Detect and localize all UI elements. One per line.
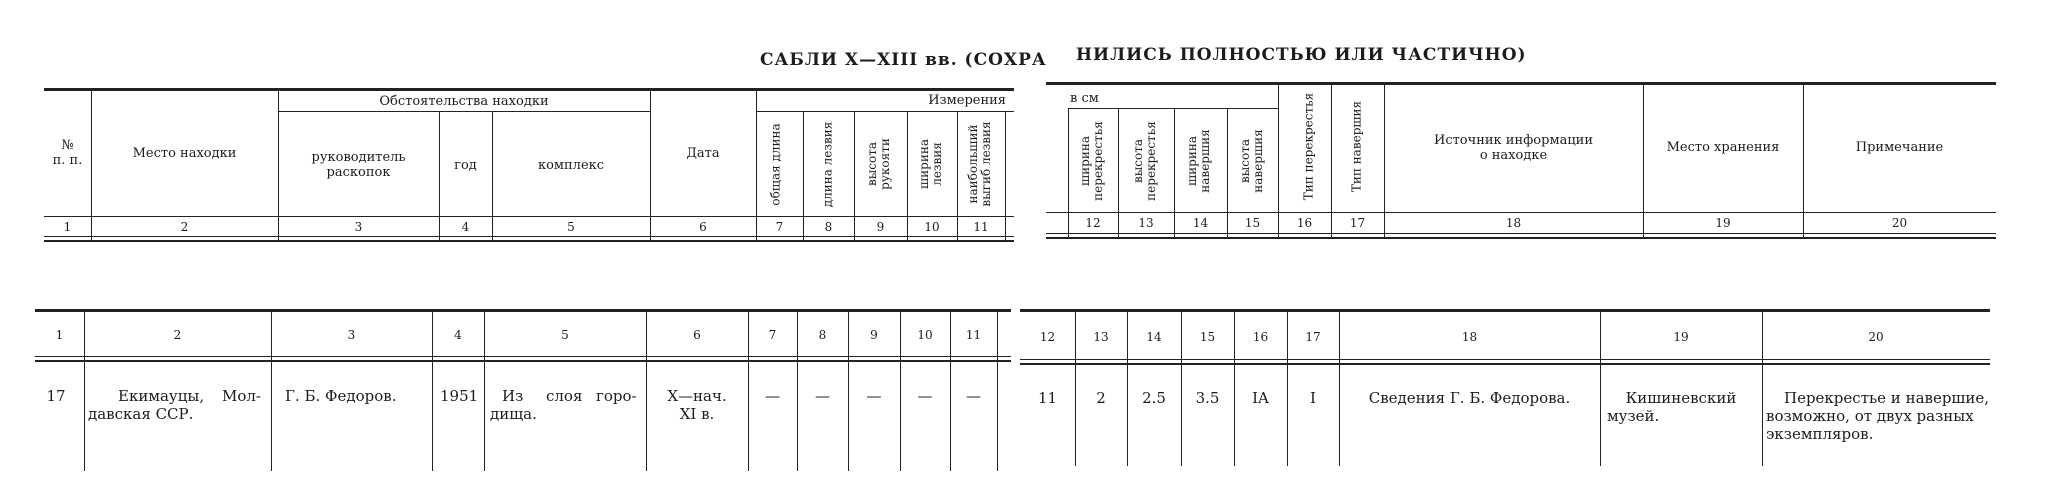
- row-complex-c: горо-: [596, 387, 637, 405]
- row-blade-width: —: [917, 387, 933, 405]
- header-leader: руководитель раскопок: [311, 150, 406, 180]
- col-num-5: 5: [567, 220, 575, 234]
- row-pommel-type: I: [1310, 389, 1316, 407]
- data-col-num-2: 2: [173, 328, 182, 342]
- page-title-right: НИЛИСЬ ПОЛНОСТЬЮ ИЛИ ЧАСТИЧНО): [1076, 45, 1527, 65]
- header-guard-type: Тип перекрестья: [1301, 92, 1316, 201]
- header-num: № п. п.: [52, 138, 83, 168]
- header-note: Примечание: [1855, 140, 1944, 155]
- data-col-num-3: 3: [347, 328, 356, 342]
- col-num-19: 19: [1715, 216, 1731, 230]
- row-place-b: Мол-: [222, 387, 261, 405]
- row-guard-type: IA: [1252, 389, 1269, 407]
- data-col-num-12: 12: [1039, 330, 1056, 344]
- col-num-7: 7: [775, 220, 784, 234]
- row-storage-line1: Кишиневский: [1625, 389, 1737, 407]
- row-storage-line2: музей.: [1607, 407, 1660, 425]
- row-date-line1: X—нач.: [667, 387, 727, 405]
- header-pommel-type: Тип навершия: [1349, 100, 1364, 193]
- col-num-12: 12: [1085, 216, 1101, 230]
- data-col-num-17: 17: [1305, 330, 1321, 344]
- header-measurements: Измерения: [928, 93, 1006, 108]
- col-num-9: 9: [876, 220, 885, 234]
- data-col-num-10: 10: [917, 328, 933, 342]
- data-col-num-9: 9: [870, 328, 878, 342]
- row-note-line3: экземпляров.: [1766, 425, 1874, 443]
- header-guard-width: ширина перекрестья: [1078, 121, 1105, 201]
- header-max-bend: наибольший выгиб лезвия: [966, 121, 993, 207]
- header-pommel-height: высота навершия: [1238, 129, 1265, 193]
- col-num-8: 8: [824, 220, 833, 234]
- header-complex: комплекс: [537, 158, 605, 173]
- row-date-line2: XI в.: [679, 405, 715, 423]
- header-blade-width: ширина лезвия: [917, 139, 944, 189]
- header-year: год: [454, 158, 477, 173]
- row-place-a: Екимауцы,: [118, 387, 205, 405]
- row-note-line1: Перекрестье и навершие,: [1784, 389, 1990, 407]
- row-place-line2: давская ССР.: [88, 405, 194, 423]
- data-col-num-4: 4: [454, 328, 462, 342]
- header-place: Место находки: [132, 146, 237, 161]
- row-pommel-width: 2.5: [1142, 389, 1166, 407]
- header-pommel-width: ширина навершия: [1185, 129, 1212, 193]
- row-pommel-height: 3.5: [1195, 389, 1220, 407]
- data-col-num-5: 5: [561, 328, 569, 342]
- data-col-num-1: 1: [55, 328, 64, 342]
- data-col-num-20: 20: [1868, 330, 1884, 344]
- col-num-13: 13: [1138, 216, 1154, 230]
- row-source: Сведения Г. Б. Федорова.: [1368, 389, 1571, 407]
- row-num: 17: [46, 387, 66, 405]
- header-date: Дата: [686, 146, 720, 161]
- row-leader: Г. Б. Федоров.: [285, 387, 397, 405]
- col-num-3: 3: [354, 220, 363, 234]
- data-col-num-13: 13: [1093, 330, 1109, 344]
- col-num-2: 2: [180, 220, 189, 234]
- data-col-num-8: 8: [818, 328, 827, 342]
- col-num-15: 15: [1244, 216, 1261, 230]
- row-grip-height: —: [866, 387, 882, 405]
- header-circumstances: Обстоятельства находки: [379, 94, 549, 109]
- data-col-num-15: 15: [1199, 330, 1216, 344]
- row-guard-width: 11: [1037, 389, 1058, 407]
- data-col-num-11: 11: [965, 328, 982, 342]
- row-note-line2: возможно, от двух разных: [1766, 407, 1974, 425]
- col-num-4: 4: [461, 220, 470, 234]
- data-col-num-14: 14: [1146, 330, 1162, 344]
- row-year: 1951: [440, 387, 479, 405]
- col-num-14: 14: [1192, 216, 1209, 230]
- row-complex-a: Из: [502, 387, 524, 405]
- row-total-length: —: [765, 387, 780, 405]
- row-blade-length: —: [815, 387, 830, 405]
- data-col-num-6: 6: [693, 328, 701, 342]
- col-num-17: 17: [1349, 216, 1366, 230]
- row-complex-b: слоя: [546, 387, 583, 405]
- header-source: Источник информации о находке: [1433, 133, 1594, 163]
- col-num-11: 11: [973, 220, 989, 234]
- data-col-num-19: 19: [1673, 330, 1689, 344]
- data-col-num-18: 18: [1461, 330, 1478, 344]
- data-col-num-16: 16: [1252, 330, 1269, 344]
- header-total-length: общая длина: [768, 123, 783, 206]
- col-num-18: 18: [1505, 216, 1522, 230]
- col-num-10: 10: [924, 220, 940, 234]
- row-max-bend: —: [966, 387, 981, 405]
- header-measurements-cont: в см: [1070, 91, 1099, 106]
- col-num-20: 20: [1891, 216, 1908, 230]
- header-storage: Место хранения: [1666, 140, 1780, 155]
- data-col-num-7: 7: [768, 328, 777, 342]
- page-title-left: САБЛИ X—XIII вв. (СОХРА: [760, 50, 1047, 70]
- col-num-16: 16: [1296, 216, 1313, 230]
- col-num-1: 1: [63, 220, 72, 234]
- row-complex-line2: дища.: [490, 405, 537, 423]
- header-blade-length: длина лезвия: [820, 121, 835, 208]
- row-guard-height: 2: [1096, 389, 1106, 407]
- col-num-6: 6: [699, 220, 707, 234]
- header-grip-height: высота рукояти: [865, 138, 892, 190]
- header-guard-height: высота перекрестья: [1131, 121, 1158, 201]
